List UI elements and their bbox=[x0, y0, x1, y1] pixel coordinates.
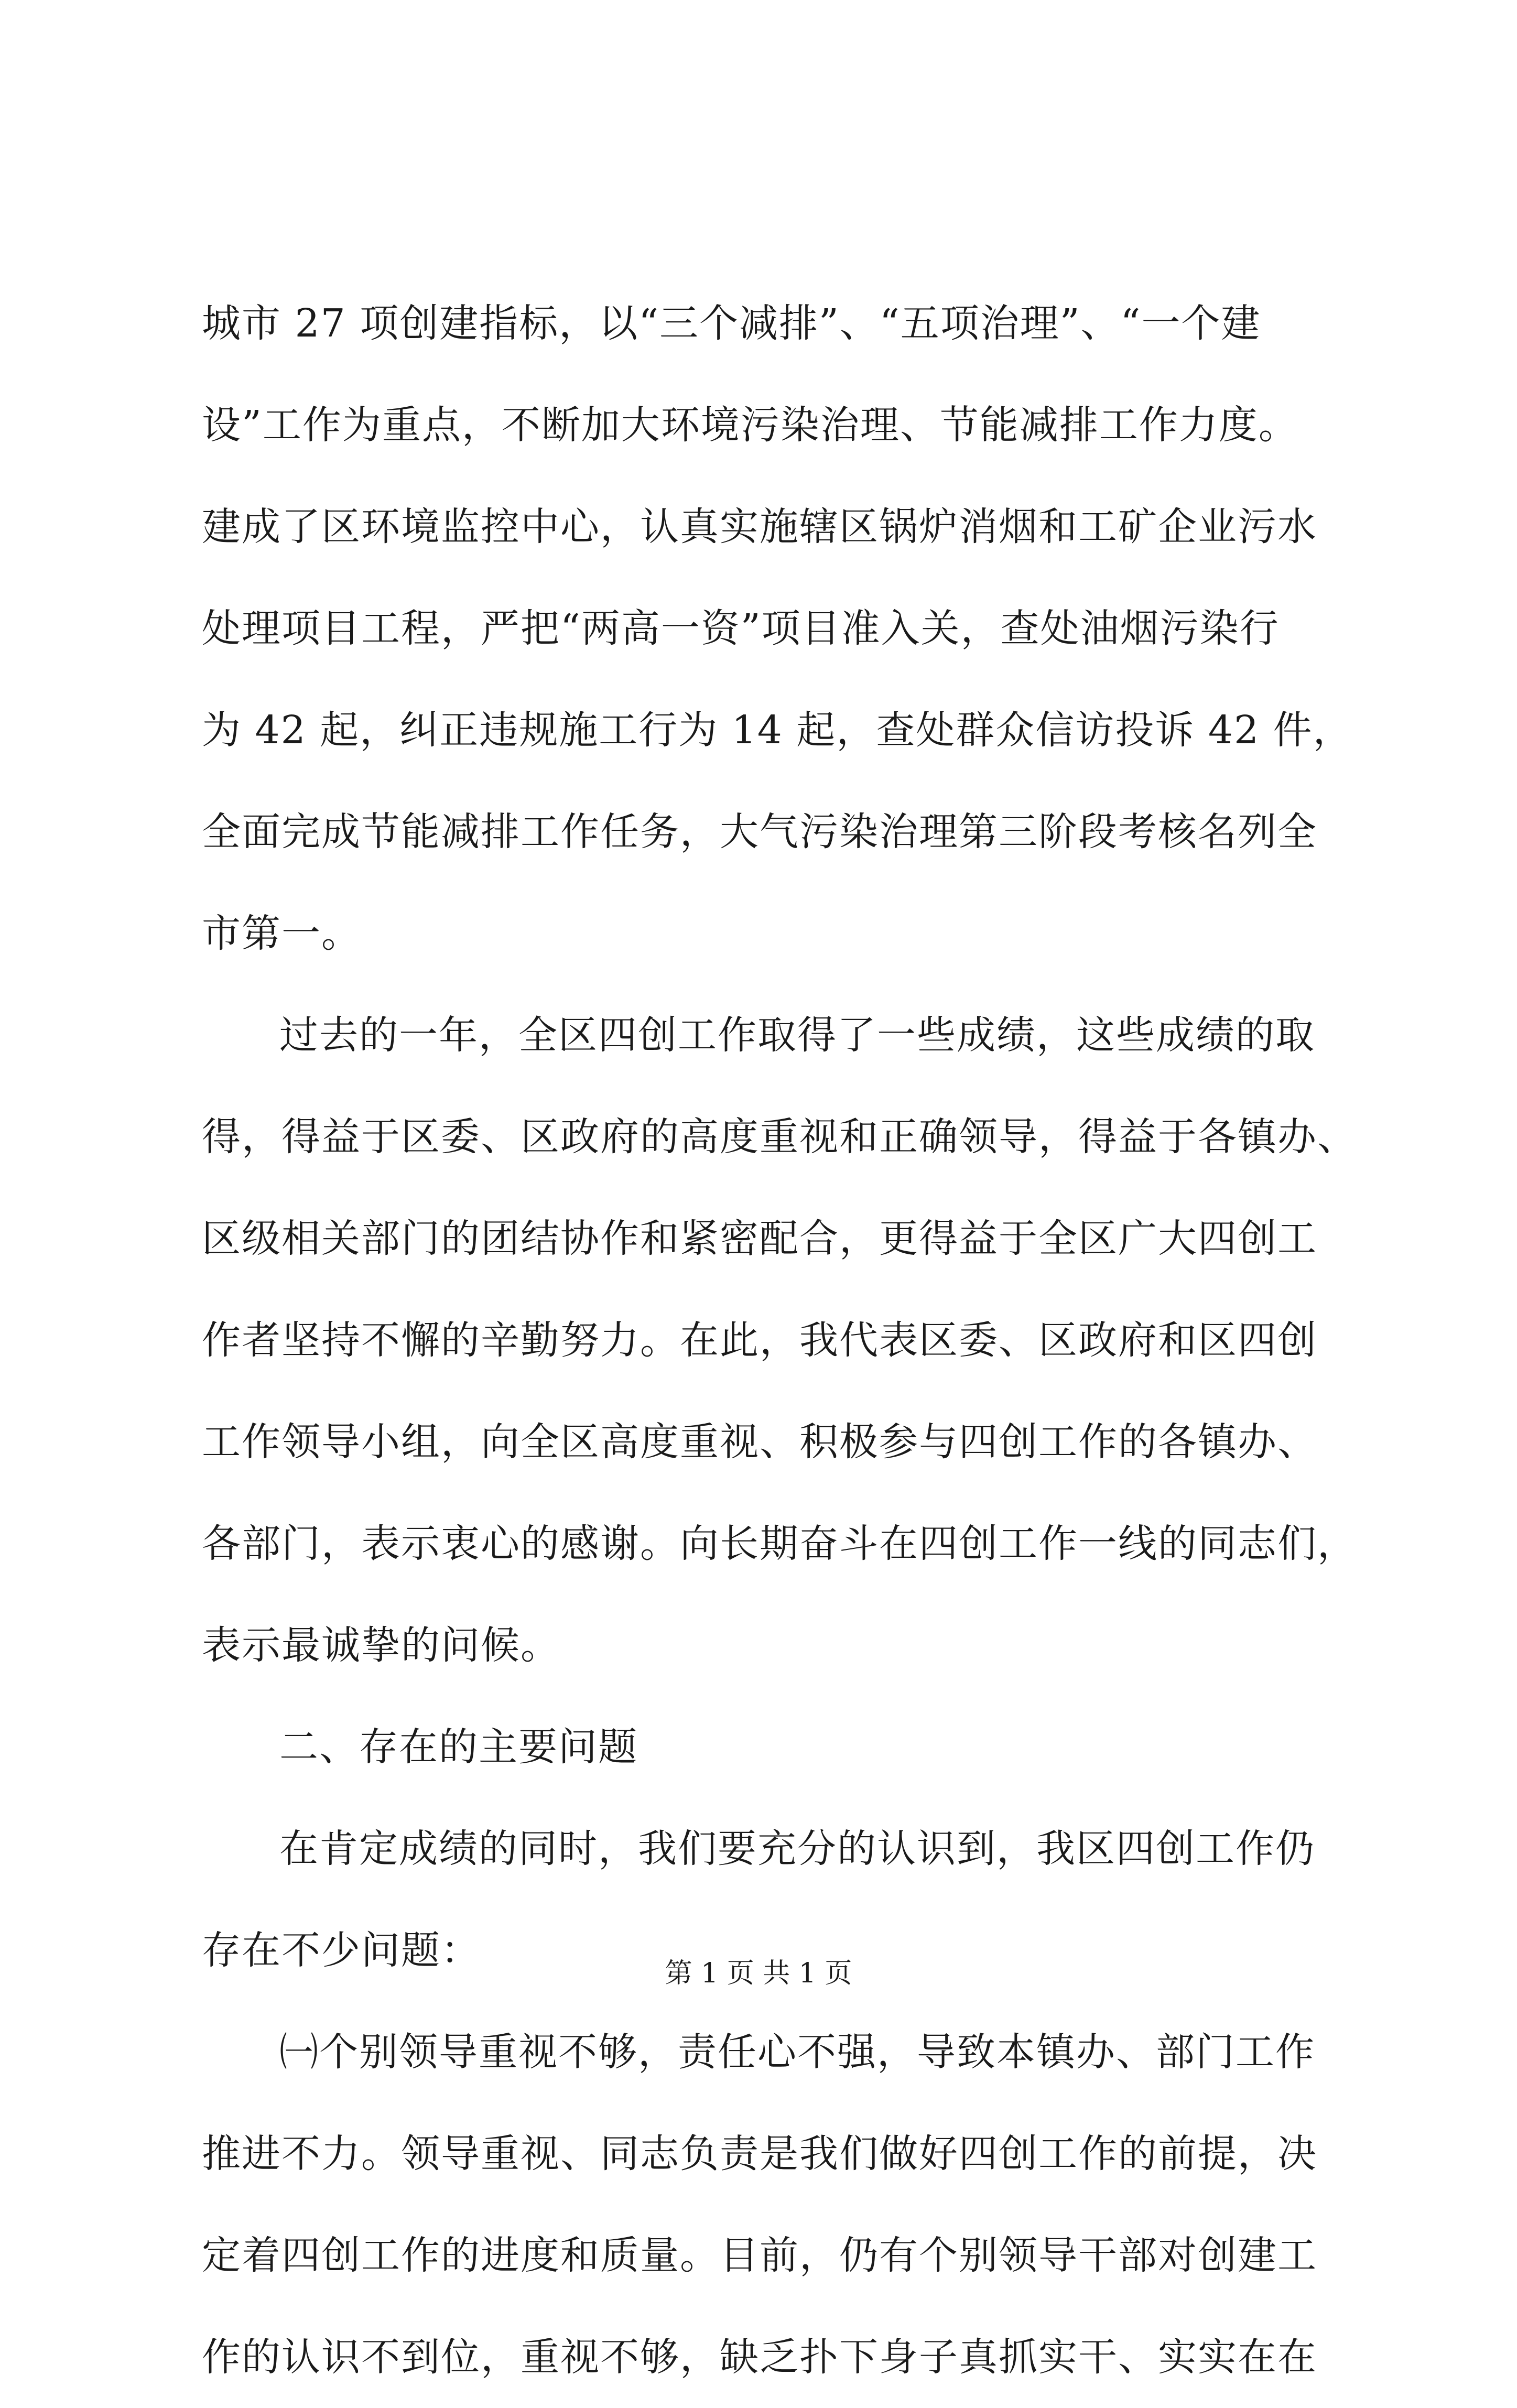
text-line: 建成了区环境监控中心，认真实施辖区锅炉消烟和工矿企业污水 bbox=[202, 504, 1317, 549]
text-line: 推进不力。领导重视、同志负责是我们做好四创工作的前提，决 bbox=[202, 2131, 1317, 2176]
text-line: 区级相关部门的团结协作和紧密配合，更得益于全区广大四创工 bbox=[202, 1216, 1317, 1261]
section-heading: 二、存在的主要问题 bbox=[279, 1724, 638, 1770]
text-line: 定着四创工作的进度和质量。目前，仍有个别领导干部对创建工 bbox=[202, 2233, 1317, 2278]
paragraph-first-line: ㈠个别领导重视不够，责任心不强，导致本镇办、部门工作 bbox=[279, 2030, 1315, 2075]
text-line: 各部门，表示衷心的感谢。向长期奋斗在四创工作一线的同志们， bbox=[202, 1521, 1357, 1566]
page-number-footer: 第 1 页 共 1 页 bbox=[665, 1958, 852, 1989]
text-line: 市第一。 bbox=[202, 911, 361, 956]
text-line: 处理项目工程，严把“两高一资”项目准入关，查处油烟污染行 bbox=[202, 606, 1280, 651]
text-line: 设”工作为重点，不断加大环境污染治理、节能减排工作力度。 bbox=[202, 403, 1298, 448]
paragraph-first-line: 在肯定成绩的同时，我们要充分的认识到，我区四创工作仍 bbox=[279, 1826, 1315, 1871]
text-line: 作者坚持不懈的辛勤努力。在此，我代表区委、区政府和区四创 bbox=[202, 1318, 1317, 1363]
text-line: 全面完成节能减排工作任务，大气污染治理第三阶段考核名列全 bbox=[202, 809, 1317, 854]
text-line: 作的认识不到位，重视不够，缺乏扑下身子真抓实干、实实在在 bbox=[202, 2335, 1317, 2380]
document-body bbox=[202, 273, 1357, 2408]
text-line: 表示最诚挚的问候。 bbox=[202, 1623, 560, 1668]
text-line: 工作领导小组，向全区高度重视、积极参与四创工作的各镇办、 bbox=[202, 1419, 1317, 1465]
text-line: 为 42 起，纠正违规施工行为 14 起，查处群众信访投诉 42 件， bbox=[202, 708, 1353, 753]
text-line: 得，得益于区委、区政府的高度重视和正确领导，得益于各镇办、 bbox=[202, 1114, 1357, 1159]
text-line: 存在不少问题： bbox=[202, 1928, 481, 1973]
paragraph-first-line: 过去的一年，全区四创工作取得了一些成绩，这些成绩的取 bbox=[279, 1013, 1315, 1058]
text-line: 城市 27 项创建指标，以“三个减排”、“五项治理”、“一个建 bbox=[202, 301, 1261, 346]
